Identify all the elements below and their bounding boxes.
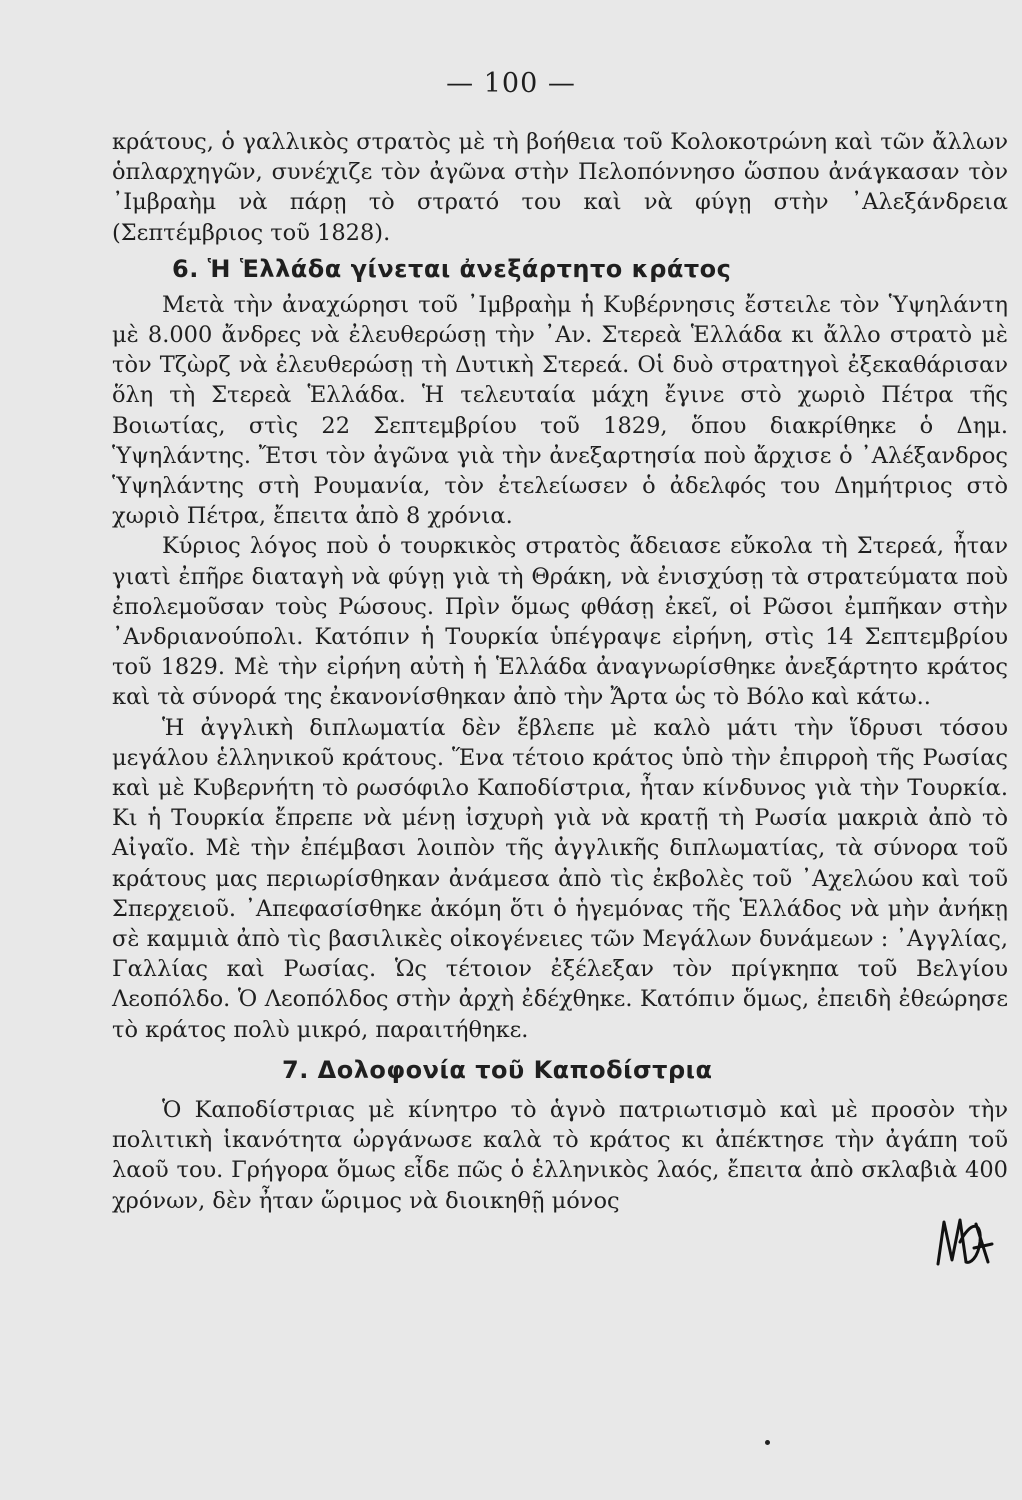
- paragraph: Κύριος λόγος ποὺ ὁ τουρκικὸς στρατὸς ἄδειασε εὔκολα τὴ Στερεά, ἦταν γιατὶ ἐπῆρε διαταγὴ νὰ φύγῃ γιὰ τὴ Θράκη, νὰ ἐνισχύσῃ τὰ στρατεύματα ποὺ ἐπολεμοῦσαν τοὺς Ρώσους. Πρὶν ὅμως φθάσῃ ἐκεῖ, οἱ Ρῶσοι ἐμπῆκαν στὴν ᾿Ανδριανούπολι. Κατόπιν ἡ Τουρκία ὑπέγραψε εἰρήνη, στὶς 14 Σεπτεμβρίου τοῦ 1829. Μὲ τὴν εἰρήνη αὐτὴ ἡ Ἑλλάδα ἀναγνωρίσθηκε ἀνεξάρτητο κράτος καὶ τὰ σύνορά της ἐκανονίσθηκαν ἀπὸ τὴν Ἄρτα ὡς τὸ Βόλο καὶ κάτω..: [112, 533, 1008, 711]
- paragraph-continuation: κράτους, ὁ γαλλικὸς στρατὸς μὲ τὴ βοήθεια τοῦ Κολοκοτρώνη καὶ τῶν ἄλλων ὁπλαρχηγῶν, συνέχιζε τὸν ἀγῶνα στὴν Πελοπόννησο ὥσπου ἀνάγκασαν τὸν ᾿Ιμβραὴμ νὰ πάρῃ τὸ στρατό του καὶ νὰ φύγῃ στὴν ᾿Αλεξάνδρεια (Σεπτέμβριος τοῦ 1828).: [112, 129, 1008, 246]
- section-heading-7: 7. Δολοφονία τοῦ Καποδίστρια: [282, 1055, 713, 1084]
- page-number: — 100 —: [446, 68, 576, 99]
- text-column: [112, 127, 1008, 1216]
- section-heading-6: 6. Ἡ Ἑλλάδα γίνεται ἀνεξάρτητο κράτος: [172, 254, 732, 283]
- paragraph: Ἡ ἀγγλικὴ διπλωματία δὲν ἔβλεπε μὲ καλὸ μάτι τὴν ἵδρυσι τόσου μεγάλου ἑλληνικοῦ κράτους. Ἕνα τέτοιο κράτος ὑπὸ τὴν ἐπιρροὴ τῆς Ρωσίας καὶ μὲ Κυβερνήτη τὸ ρωσόφιλο Καποδίστρια, ἦταν κίνδυνος γιὰ τὴν Τουρκία. Κι ἡ Τουρκία ἔπρεπε νὰ μένῃ ἰσχυρὴ γιὰ νὰ κρατῇ τὴ Ρωσία μακριὰ ἀπὸ τὸ Αἰγαῖο. Μὲ τὴν ἐπέμβασι λοιπὸν τῆς ἀγγλικῆς διπλωματίας, τὰ σύνορα τοῦ κράτους μας περιωρίσθηκαν ἀνάμεσα ἀπὸ τὶς ἐκβολὲς τοῦ ᾿Αχελώου καὶ τοῦ Σπερχειοῦ. ᾿Απεφασίσθηκε ἀκόμη ὅτι ὁ ἡγεμόνας τῆς Ἑλλάδος νὰ μὴν ἀνήκῃ σὲ καμμιὰ ἀπὸ τὶς βασιλικὲς οἰκογένειες τῶν Μεγάλων δυνάμεων : ᾿Αγγλίας, Γαλλίας καὶ Ρωσίας. Ὡς τέτοιον ἐξέλεξαν τὸν πρίγκηπα τοῦ Βελγίου Λεοπόλδο. Ὁ Λεοπόλδος στὴν ἀρχὴ ἐδέχθηκε. Κατόπιν ὅμως, ἐπειδὴ ἐθεώρησε τὸ κράτος πολὺ μικρό, παραιτήθηκε.: [112, 714, 1008, 1043]
- paragraph: Ὁ Καποδίστριας μὲ κίνητρο τὸ ἁγνὸ πατριωτισμὸ καὶ μὲ προσὸν τὴν πολιτικὴ ἱκανότητα ὠργάνωσε καλὰ τὸ κράτος κι ἀπέκτησε τὴν ἀγάπη τοῦ λαοῦ του. Γρήγορα ὅμως εἶδε πῶς ὁ ἑλληνικὸς λαός, ἔπειτα ἀπὸ σκλαβιὰ 400 χρόνων, δὲν ἦταν ὥριμος νὰ διοικηθῇ μόνος: [112, 1096, 1008, 1214]
- paragraph: Μετὰ τὴν ἀναχώρησι τοῦ ᾿Ιμβραὴμ ἡ Κυβέρνησις ἔστειλε τὸν Ὑψηλάντη μὲ 8.000 ἄνδρες νὰ ἐλευθερώσῃ τὴν ᾿Αν. Στερεὰ Ἑλλάδα κι ἄλλο στρατὸ μὲ τὸν Τζὼρζ νὰ ἐλευθερώσῃ τὴ Δυτικὴ Στερεά. Οἱ δυὸ στρατηγοὶ ἐξεκαθάρισαν ὅλη τὴ Στερεὰ Ἑλλάδα. Ἡ τελευταία μάχη ἔγινε στὸ χωριὸ Πέτρα τῆς Βοιωτίας, στὶς 22 Σεπτεμβρίου τοῦ 1829, ὅπου διακρίθηκε ὁ Δημ. Ὑψηλάντης. Ἔτσι τὸν ἀγῶνα γιὰ τὴν ἀνεξαρτησία ποὺ ἄρχισε ὁ ᾿Αλέξανδρος Ὑψηλάντης στὴ Ρουμανία, τὸν ἐτελείωσεν ὁ ἀδελφός του Δημήτριος στὸ χωριὸ Πέτρα, ἔπειτα ἀπὸ 8 χρόνια.: [112, 291, 1008, 530]
- handwritten-initials-signature: [930, 1212, 1000, 1272]
- ink-dot: [765, 1440, 770, 1445]
